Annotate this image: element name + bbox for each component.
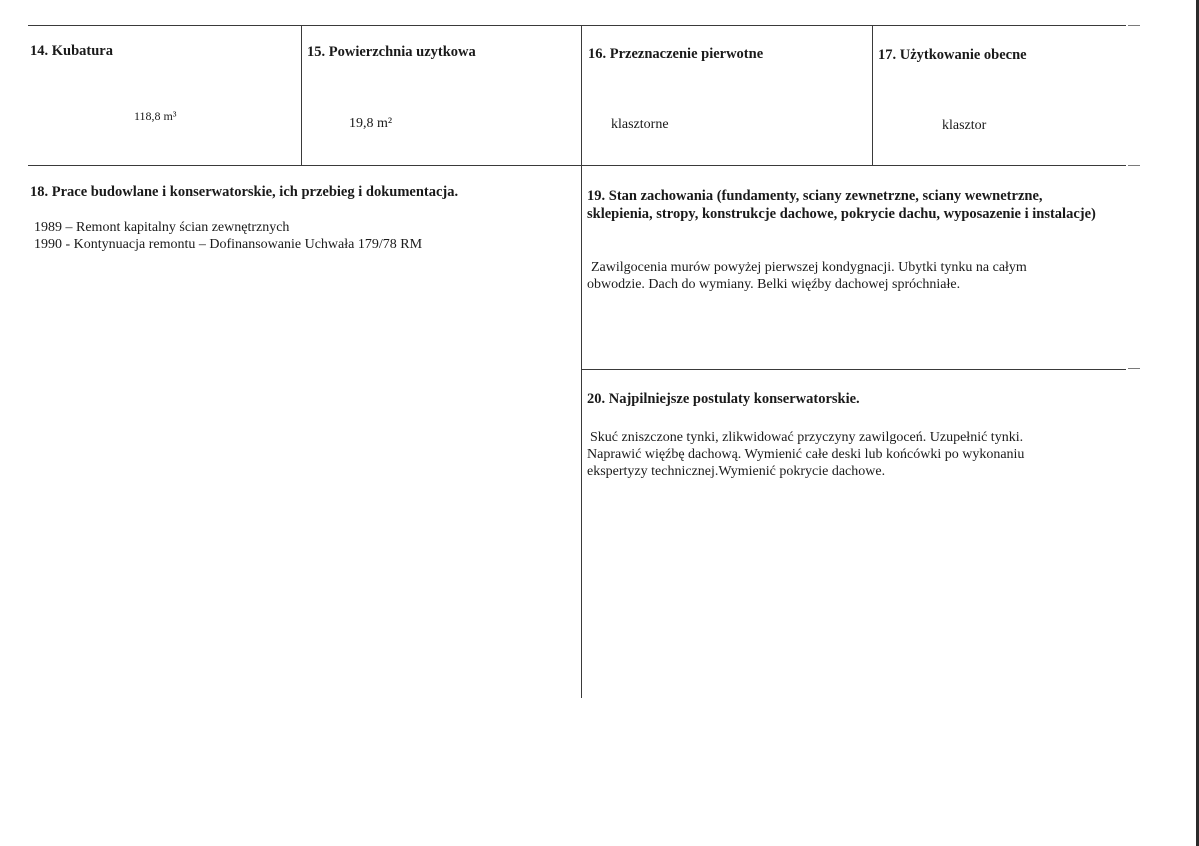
row1-bottom-rule-tick	[1128, 165, 1140, 166]
field-16-label: 16. Przeznaczenie pierwotne	[588, 46, 764, 62]
field-17-value: klasztor	[942, 118, 987, 133]
divider-15-16	[581, 25, 582, 698]
field-19-label-line: sklepienia, stropy, konstrukcje dachowe, pokrycie dachu, wyposazenie i instalacje)	[587, 206, 1096, 222]
field-16-value: klasztorne	[611, 117, 669, 132]
field-19-label	[587, 187, 1096, 223]
field-18-line: 1989 – Remont kapitalny ścian zewnętrznych	[34, 220, 290, 235]
field-18-text	[34, 219, 422, 253]
field-19-text	[587, 259, 1027, 293]
field-19-line: Zawilgocenia murów powyżej pierwszej kondygnacji. Ubytki tynku na całym	[591, 260, 1027, 275]
field-20-line: Naprawić więźbę dachową. Wymienić całe deski lub końcówki po wykonaniu	[587, 447, 1025, 462]
field-15-value: 19,8 m²	[349, 116, 393, 131]
field-18-line: 1990 - Kontynuacja remontu – Dofinansowanie Uchwała 179/78 RM	[34, 237, 423, 252]
row1-bottom-rule	[28, 165, 1126, 166]
field-17-label: 17. Użytkowanie obecne	[878, 47, 1027, 63]
divider-16-17	[872, 25, 873, 165]
field-19-label-line: 19. Stan zachowania (fundamenty, sciany zewnetrzne, sciany wewnetrzne,	[587, 188, 1043, 204]
section19-bottom-rule-tick	[1128, 368, 1140, 369]
field-15-label: 15. Powierzchnia uzytkowa	[307, 44, 476, 60]
field-19-line: obwodzie. Dach do wymiany. Belki więźby dachowej spróchniałe.	[587, 277, 961, 292]
field-20-label: 20. Najpilniejsze postulaty konserwatorskie.	[587, 391, 860, 407]
top-rule-tick	[1128, 25, 1140, 26]
field-18-label: 18. Prace budowlane i konserwatorskie, ich przebieg i dokumentacja.	[30, 184, 459, 200]
field-20-text	[587, 429, 1024, 480]
divider-14-15	[301, 25, 302, 165]
top-rule	[28, 25, 1126, 26]
field-14-value: 118,8 m³	[134, 109, 177, 123]
field-14-label: 14. Kubatura	[30, 43, 113, 59]
section19-bottom-rule	[581, 369, 1126, 370]
field-20-line: ekspertyzy technicznej.Wymienić pokrycie dachowe.	[587, 464, 886, 479]
field-20-line: Skuć zniszczone tynki, zlikwidować przyczyny zawilgoceń. Uzupełnić tynki.	[590, 430, 1024, 445]
